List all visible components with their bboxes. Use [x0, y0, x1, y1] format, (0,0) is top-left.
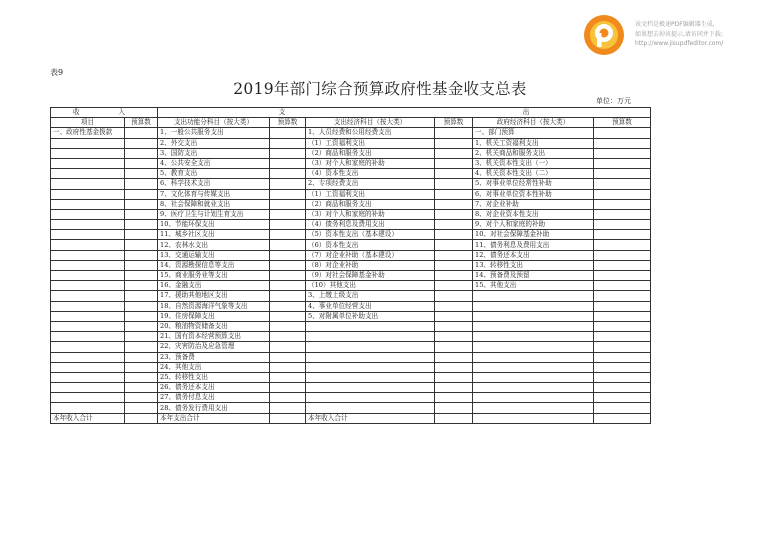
table-cell [125, 250, 158, 260]
income-header-char: 收 [73, 108, 80, 117]
expenditure-header-char: 支 [278, 108, 286, 117]
table-cell [435, 271, 473, 281]
column-header: 政府经济科目（按大类） [473, 118, 594, 128]
table-cell: 13、交通运输支出 [158, 250, 270, 260]
table-cell: 本年收入合计 [51, 413, 125, 423]
table-cell [125, 383, 158, 393]
table-cell [125, 281, 158, 291]
table-row [51, 199, 651, 209]
table-cell [125, 179, 158, 189]
table-cell [435, 352, 473, 362]
table-row [51, 128, 651, 138]
table-cell [594, 199, 651, 209]
table-cell [594, 301, 651, 311]
table-cell [270, 321, 306, 331]
table-cell [270, 342, 306, 352]
table-cell [270, 291, 306, 301]
table-cell [473, 362, 594, 372]
table-cell [435, 403, 473, 413]
table-cell [306, 342, 435, 352]
table-row [51, 179, 651, 189]
table-cell [270, 352, 306, 362]
table-cell [594, 240, 651, 250]
table-cell: 10、对社会保障基金补助 [473, 230, 594, 240]
table-cell [125, 332, 158, 342]
table-cell [473, 383, 594, 393]
watermark [583, 14, 758, 64]
table-cell [125, 169, 158, 179]
table-row [51, 362, 651, 372]
table-cell: （2）商品和服务支出 [306, 199, 435, 209]
table-cell [435, 260, 473, 270]
table-cell: 25、转移性支出 [158, 372, 270, 382]
table-cell [435, 128, 473, 138]
table-cell: （2）商品和服务支出 [306, 148, 435, 158]
table-cell [435, 291, 473, 301]
table-cell [306, 362, 435, 372]
table-cell [270, 260, 306, 270]
income-header [51, 108, 158, 118]
table-cell [594, 342, 651, 352]
table-cell [594, 169, 651, 179]
table-cell: 11、债务利息及费用支出 [473, 240, 594, 250]
table-cell [51, 362, 125, 372]
table-cell: （1）工资福利支出 [306, 189, 435, 199]
table-cell: 1、人员经费和公用经费支出 [306, 128, 435, 138]
table-cell: 19、住房保障支出 [158, 311, 270, 321]
table-cell: 14、预备费及预留 [473, 271, 594, 281]
table-cell [270, 383, 306, 393]
table-cell [306, 372, 435, 382]
table-row [51, 311, 651, 321]
table-cell [594, 189, 651, 199]
table-row [51, 321, 651, 331]
table-cell [51, 332, 125, 342]
page-title: 2019年部门综合预算政府性基金收支总表 [233, 80, 527, 98]
pdf-editor-logo-icon [583, 14, 625, 56]
table-cell [473, 291, 594, 301]
table-cell [51, 220, 125, 230]
table-cell [594, 413, 651, 423]
table-cell [594, 209, 651, 219]
table-cell [594, 321, 651, 331]
table-cell [270, 138, 306, 148]
table-cell: 12、债务还本支出 [473, 250, 594, 260]
table-cell [594, 311, 651, 321]
table-cell [473, 393, 594, 403]
table-cell [51, 372, 125, 382]
table-row [51, 281, 651, 291]
table-cell [435, 189, 473, 199]
table-cell: （1）工资福利支出 [306, 138, 435, 148]
table-cell [125, 189, 158, 199]
table-cell [270, 413, 306, 423]
table-row [51, 383, 651, 393]
table-row [51, 240, 651, 250]
table-cell [125, 362, 158, 372]
watermark-line: 该文档是极速PDF编辑器生成, [635, 21, 715, 28]
table-cell: 一、政府性基金拨款 [51, 128, 125, 138]
table-cell [594, 281, 651, 291]
table-cell: 4、公共安全支出 [158, 158, 270, 168]
table-cell: 15、其他支出 [473, 281, 594, 291]
table-cell: 8、社会保障和就业支出 [158, 199, 270, 209]
table-row [51, 250, 651, 260]
table-cell [435, 199, 473, 209]
table-cell: 1、机关工资福利支出 [473, 138, 594, 148]
table-row [51, 189, 651, 199]
table-cell [594, 332, 651, 342]
table-row [51, 158, 651, 168]
table-cell: （3）对个人和家庭的补助 [306, 158, 435, 168]
table-cell [594, 179, 651, 189]
table-cell [270, 169, 306, 179]
table-cell [270, 230, 306, 240]
table-cell [270, 271, 306, 281]
table-cell [125, 138, 158, 148]
table-cell [594, 260, 651, 270]
table-cell: 24、其他支出 [158, 362, 270, 372]
table-cell: 2、专项经费支出 [306, 179, 435, 189]
table-cell [125, 372, 158, 382]
table-cell [125, 413, 158, 423]
table-cell: 5、教育支出 [158, 169, 270, 179]
table-row [51, 148, 651, 158]
table-cell [51, 250, 125, 260]
table-cell: 6、对事业单位资本性补助 [473, 189, 594, 199]
table-cell: 16、金融支出 [158, 281, 270, 291]
table-row [51, 138, 651, 148]
table-cell: 14、资源勘探信息等支出 [158, 260, 270, 270]
table-cell [435, 281, 473, 291]
table-cell [51, 352, 125, 362]
table-cell [435, 372, 473, 382]
table-cell [594, 372, 651, 382]
table-cell [51, 403, 125, 413]
table-cell [594, 128, 651, 138]
table-cell [435, 413, 473, 423]
table-cell [435, 383, 473, 393]
table-cell: （3）对个人和家庭的补助 [306, 209, 435, 219]
table-cell [270, 393, 306, 403]
table-cell [594, 158, 651, 168]
table-cell [435, 169, 473, 179]
table-cell [270, 250, 306, 260]
table-cell: 2、外交支出 [158, 138, 270, 148]
table-cell [435, 342, 473, 352]
table-cell [270, 372, 306, 382]
table-cell: 28、债务发行费用支出 [158, 403, 270, 413]
table-cell: （9）对社会保障基金补助 [306, 271, 435, 281]
table-cell [270, 301, 306, 311]
table-cell: 一、部门预算 [473, 128, 594, 138]
table-cell [125, 271, 158, 281]
table-cell [51, 179, 125, 189]
table-cell: （4）资本性支出 [306, 169, 435, 179]
table-cell [270, 209, 306, 219]
table-number-label: 表9 [50, 68, 64, 77]
table-cell [51, 281, 125, 291]
table-cell [270, 240, 306, 250]
table-cell: 27、债务付息支出 [158, 393, 270, 403]
table-cell [435, 393, 473, 403]
table-cell [125, 240, 158, 250]
table-cell [306, 383, 435, 393]
table-cell [473, 342, 594, 352]
table-cell: 5、对事业单位经常性补助 [473, 179, 594, 189]
table-cell [51, 393, 125, 403]
table-cell: 3、上缴上级支出 [306, 291, 435, 301]
table-row [51, 342, 651, 352]
table-cell [125, 301, 158, 311]
table-cell [435, 321, 473, 331]
table-cell [435, 148, 473, 158]
table-cell: 9、医疗卫生与计划生育支出 [158, 209, 270, 219]
table-cell [51, 209, 125, 219]
table-cell [125, 260, 158, 270]
table-cell [473, 321, 594, 331]
table-cell [594, 148, 651, 158]
table-cell: 15、商业服务业等支出 [158, 271, 270, 281]
table-cell [51, 189, 125, 199]
table-cell [435, 250, 473, 260]
table-cell: 11、城乡社区支出 [158, 230, 270, 240]
table-cell [51, 321, 125, 331]
table-cell [435, 179, 473, 189]
column-header: 预算数 [435, 118, 473, 128]
table-cell [125, 352, 158, 362]
table-cell: （8）对企业补助 [306, 260, 435, 270]
table-cell [594, 220, 651, 230]
table-cell: 10、节能环保支出 [158, 220, 270, 230]
table-cell [125, 158, 158, 168]
table-header-top-row [51, 108, 651, 118]
table-row [51, 291, 651, 301]
watermark-link[interactable]: http://www.jisupdfeditor.com/ [635, 40, 724, 47]
table-cell [270, 311, 306, 321]
table-cell [594, 291, 651, 301]
table-cell [51, 169, 125, 179]
table-row [51, 393, 651, 403]
table-cell [270, 362, 306, 372]
expenditure-header [158, 108, 651, 118]
table-cell [51, 383, 125, 393]
table-cell [594, 352, 651, 362]
table-cell [594, 250, 651, 260]
table-cell [435, 332, 473, 342]
table-cell [51, 311, 125, 321]
table-cell: 20、粮油物资储备支出 [158, 321, 270, 331]
table-cell [435, 138, 473, 148]
table-cell: （5）资本性支出（基本建设） [306, 230, 435, 240]
table-cell [473, 403, 594, 413]
table-cell [51, 301, 125, 311]
table-cell: 6、科学技术支出 [158, 179, 270, 189]
table-row [51, 260, 651, 270]
table-cell: 1、一般公共服务支出 [158, 128, 270, 138]
table-cell: 2、机关商品和服务支出 [473, 148, 594, 158]
table-cell [473, 413, 594, 423]
table-cell [435, 311, 473, 321]
table-cell [125, 321, 158, 331]
table-cell: 8、对企业资本性支出 [473, 209, 594, 219]
table-cell: 21、国有资本经营预算支出 [158, 332, 270, 342]
table-cell [594, 230, 651, 240]
table-cell [435, 158, 473, 168]
table-cell: 4、机关资本性支出（二） [473, 169, 594, 179]
table-cell [270, 332, 306, 342]
table-row [51, 372, 651, 382]
table-row [51, 301, 651, 311]
table-cell [51, 158, 125, 168]
table-cell: （4）债务利息及费用支出 [306, 220, 435, 230]
income-header-char: 入 [118, 108, 125, 117]
table-cell [270, 158, 306, 168]
table-cell [435, 209, 473, 219]
column-header: 支出经济科目（按大类） [306, 118, 435, 128]
table-cell: 4、事业单位经营支出 [306, 301, 435, 311]
watermark-line: 如果想去掉该提示,请访问并下载: [635, 30, 723, 38]
table-cell [473, 332, 594, 342]
column-header: 预算数 [270, 118, 306, 128]
table-total-row [51, 413, 651, 423]
table-cell [270, 189, 306, 199]
table-row [51, 332, 651, 342]
table-cell: 9、对个人和家庭的补助 [473, 220, 594, 230]
table-column-header-row [51, 118, 651, 128]
table-cell [51, 240, 125, 250]
table-cell [270, 148, 306, 158]
table-cell [594, 383, 651, 393]
column-header: 预算数 [594, 118, 651, 128]
column-header: 项目 [51, 118, 125, 128]
table-cell [594, 403, 651, 413]
table-cell [270, 220, 306, 230]
unit-label: 单位：万元 [596, 97, 631, 105]
table-cell [306, 321, 435, 331]
table-cell [125, 128, 158, 138]
table-cell [270, 403, 306, 413]
watermark-text [635, 20, 757, 49]
table-row [51, 220, 651, 230]
table-cell [306, 332, 435, 342]
table-cell [473, 352, 594, 362]
table-cell [51, 342, 125, 352]
table-cell [306, 403, 435, 413]
table-cell [51, 271, 125, 281]
table-cell [270, 179, 306, 189]
table-cell [435, 362, 473, 372]
table-cell [594, 393, 651, 403]
table-cell [51, 199, 125, 209]
table-cell: （10）其他支出 [306, 281, 435, 291]
table-cell [125, 220, 158, 230]
column-header: 预算数 [125, 118, 158, 128]
table-cell [435, 220, 473, 230]
table-cell: 7、对企业补助 [473, 199, 594, 209]
table-cell [473, 372, 594, 382]
table-cell [306, 352, 435, 362]
table-cell [51, 291, 125, 301]
table-cell [594, 138, 651, 148]
table-cell [51, 260, 125, 270]
table-cell: 3、机关资本性支出（一） [473, 158, 594, 168]
table-cell: （6）资本性支出 [306, 240, 435, 250]
table-cell: 本年收入合计 [306, 413, 435, 423]
table-cell: （7）对企业补助（基本建设） [306, 250, 435, 260]
table-cell: 22、灾害防治及应急管理 [158, 342, 270, 352]
table-cell: 18、自然资源海洋气象等支出 [158, 301, 270, 311]
table-cell [51, 148, 125, 158]
table-cell: 本年支出合计 [158, 413, 270, 423]
table-cell [125, 403, 158, 413]
table-row [51, 271, 651, 281]
table-cell [51, 230, 125, 240]
table-cell: 12、农林水支出 [158, 240, 270, 250]
table-cell [435, 230, 473, 240]
table-cell [125, 230, 158, 240]
table-cell: 13、转移性支出 [473, 260, 594, 270]
table-cell [306, 393, 435, 403]
table-cell [594, 271, 651, 281]
table-cell [125, 148, 158, 158]
table-cell: 17、援助其他地区支出 [158, 291, 270, 301]
table-cell [594, 362, 651, 372]
table-row [51, 403, 651, 413]
table-cell [473, 311, 594, 321]
table-row [51, 169, 651, 179]
budget-table [50, 107, 651, 424]
table-cell [270, 199, 306, 209]
table-cell [270, 281, 306, 291]
table-cell: 23、预备费 [158, 352, 270, 362]
column-header: 支出功能分科目（按大类） [158, 118, 270, 128]
table-cell: 3、国防支出 [158, 148, 270, 158]
table-cell [125, 291, 158, 301]
table-row [51, 352, 651, 362]
expenditure-header-char: 出 [522, 108, 530, 117]
table-cell: 7、文化体育与传媒支出 [158, 189, 270, 199]
table-cell: 26、债务还本支出 [158, 383, 270, 393]
table-cell [125, 342, 158, 352]
table-cell [270, 128, 306, 138]
table-row [51, 230, 651, 240]
table-cell [435, 301, 473, 311]
table-cell [125, 393, 158, 403]
table-cell [435, 240, 473, 250]
table-cell [51, 138, 125, 148]
table-cell [125, 199, 158, 209]
table-row [51, 209, 651, 219]
table-cell [473, 301, 594, 311]
table-cell [125, 209, 158, 219]
table-cell: 5、对附属单位补助支出 [306, 311, 435, 321]
table-cell [125, 311, 158, 321]
